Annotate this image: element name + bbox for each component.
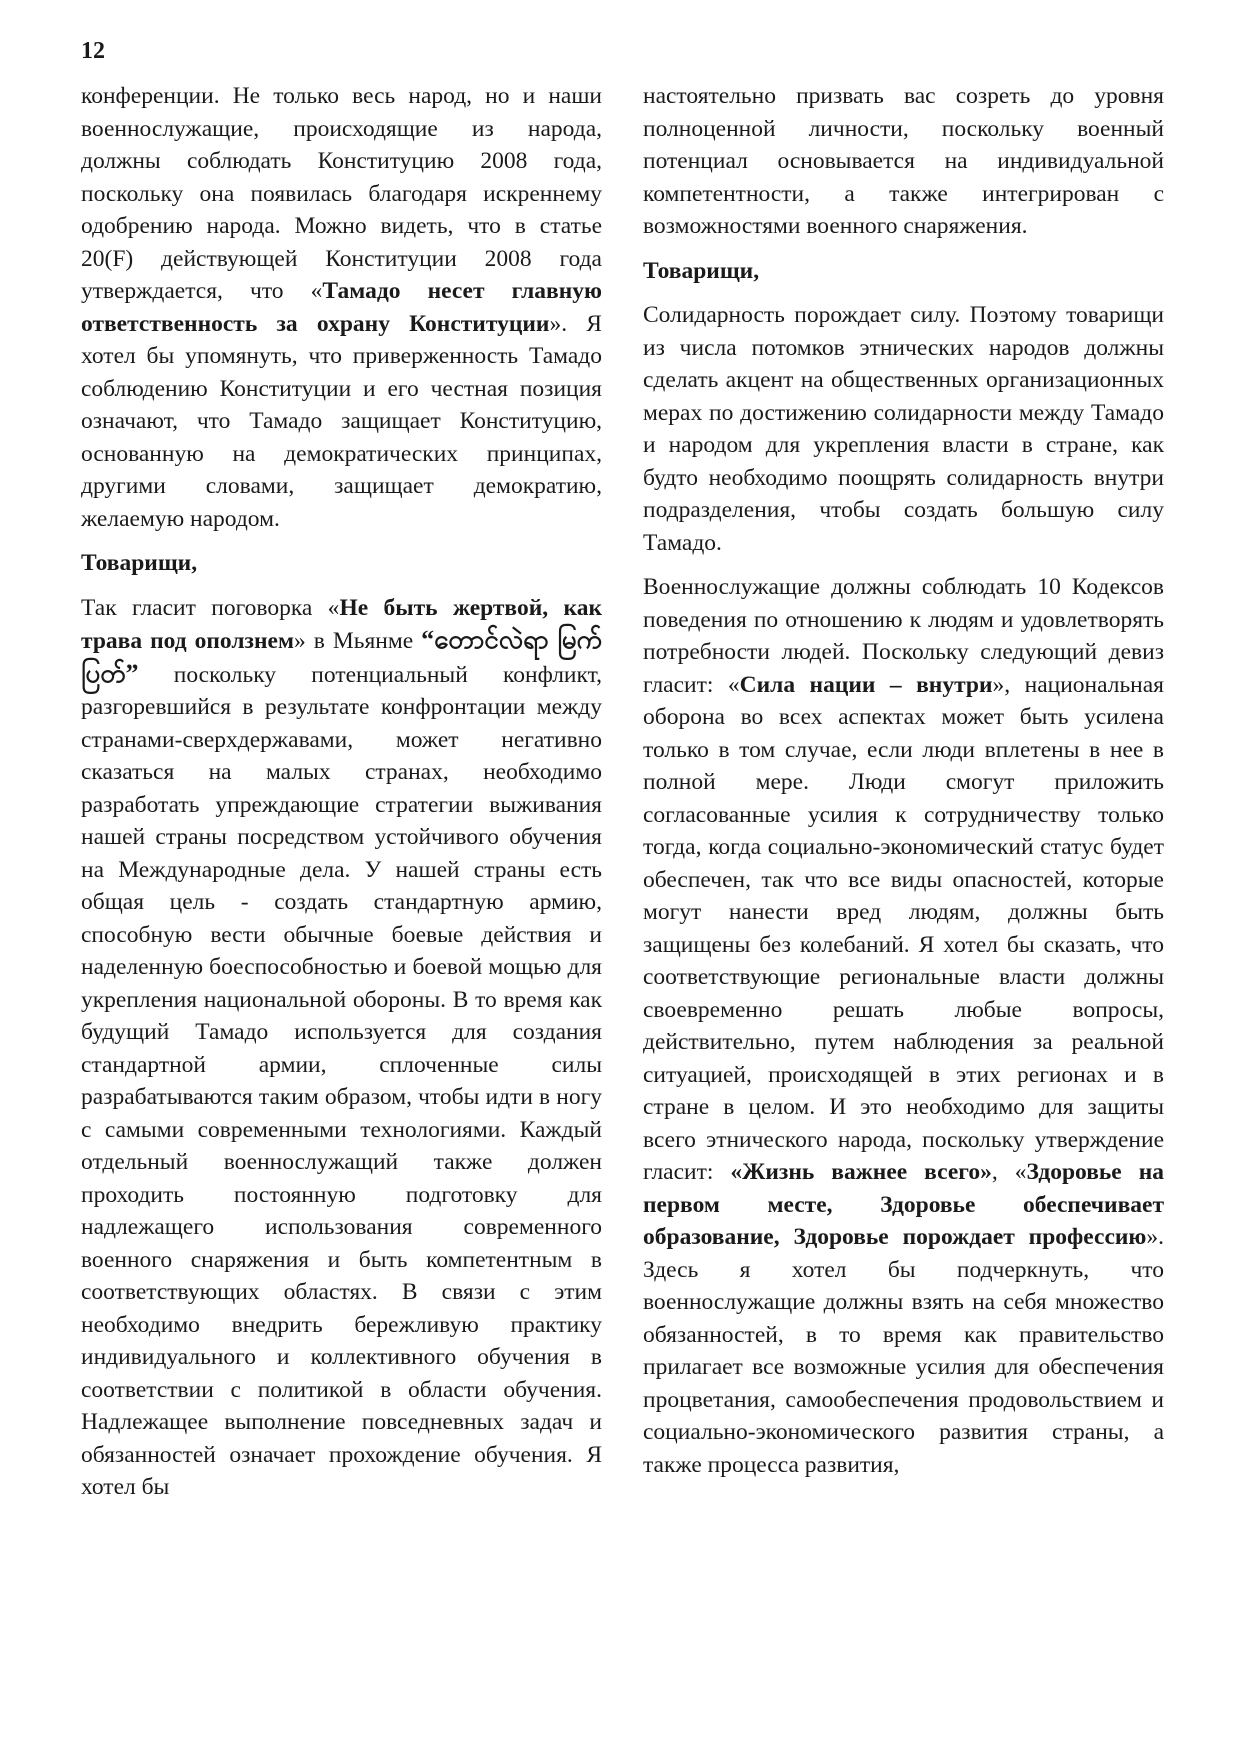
emphasis-text: Тамадо несет главную ответственность за охрану Конституции [81, 278, 602, 337]
emphasis-text: Сила нации – внутри [739, 671, 993, 698]
section-heading: Товарищи, [643, 257, 760, 284]
paragraph [643, 571, 1164, 1481]
paragraph: настоятельно призвать вас созреть до уровня полноценной личности, поскольку военный потенциал основывается на индивидуальной компетентности, а также интегрирован с возможностями военного снаряжения. [643, 83, 1164, 239]
right-column [643, 80, 1164, 1493]
section-heading: Товарищи, [81, 550, 198, 576]
paragraph [81, 80, 602, 535]
left-column [81, 80, 602, 1516]
paragraph: Солидарность порождает силу. Поэтому товарищи из числа потомков этнических народов должны сделать акцент на общественных организационных мерах по достижению солидарности между Тамадо и народом для укрепления власти в стране, как будто необходимо поощрять солидарность внутри подразделения, чтобы создать большую силу Тамадо. [643, 302, 1164, 556]
paragraph-text: Так гласит поговорка « [81, 594, 340, 621]
emphasis-text: «Жизнь важнее всего» [730, 1159, 992, 1185]
burmese-proverb: “တောင်လဲရာ မြက်ပြတ်” [81, 625, 602, 688]
paragraph-text: Военнослужащие должны соблюдать 10 Кодексов поведения по отношению к людям и удовлетворять потребности людей. Поскольку следующий девиз гласит: « [643, 574, 1164, 698]
paragraph-text: ». Здесь я хотел бы подчеркнуть, что военнослужащие должны взять на себя множество обязанностей, в то время как правительство прилагает все возможные усилия для обеспечения процветания, самообеспечения продовольствием и социально-экономического развития страны, а также процесса развития, [643, 1224, 1164, 1478]
emphasis-text: Не быть жертвой, как трава под оползнем [81, 594, 602, 654]
emphasis-text: Здоровье на первом месте, Здоровье обеспечивает образование, Здоровье порождает профессию [643, 1159, 1165, 1250]
paragraph-text: конференции. Не только весь народ, но и наши военнослужащие, происходящие из народа, должны соблюдать Конституцию 2008 года, поскольку она появилась благодаря искреннему одобрению народа. Можно видеть, что в статье 20(F) действующей Конституции 2008 года утверждается, что « [81, 83, 602, 304]
paragraph-text: », национальная оборона во всех аспектах может быть усилена только в том случае, если люди вплетены в нее в полной мере. Люди смогут приложить согласованные усилия к сотрудничеству только тогда, когда социально-экономический статус будет обеспечен, так что все виды опасностей, которые могут нанести вред людям, должны быть защищены без колебаний. Я хотел бы сказать, что соответствующие региональные власти должны своевременно решать любые вопросы, действительно, путем наблюдения за реальной ситуацией, происходящей в этих регионах и в стране в целом. И это необходимо для защиты всего этнического народа, поскольку утверждение гласит: [643, 671, 1164, 1185]
paragraph-text: ». Я хотел бы упомянуть, что приверженность Тамадо соблюдению Конституции и его честная позиция означают, что Тамадо защищает Конституцию, основанную на демократических принципах, другими словами, защищает демократию, желаемую народом. [81, 310, 602, 532]
page-number: 12 [81, 38, 105, 64]
paragraph-text: , « [991, 1159, 1027, 1185]
paragraph-text: » в Мьянме [293, 628, 422, 654]
paragraph-text: поскольку потенциальный конфликт, разгоревшийся в результате конфронтации между странами-сверхдержавами, может негативно сказаться на малых странах, необходимо разработать упреждающие стратегии выживания нашей страны посредством устойчивого обучения на Международные дела. У нашей страны есть общая цель - создать стандартную армию, способную вести обычные боевые действия и наделенную боеспособностью и боевой мощью для укрепления национальной обороны. В то время как будущий Тамадо используется для создания стандартной армии, сплоченные силы разрабатываются таким образом, чтобы идти в ногу с самыми современными технологиями. Каждый отдельный военнослужащий также должен проходить постоянную подготовку для надлежащего использования современного военного снаряжения и быть компетентным в соответствующих областях. В связи с этим необходимо внедрить бережливую практику индивидуального и коллективного обучения в соответствии с политикой в области обучения. Надлежащее выполнение повседневных задач и обязанностей означает прохождение обучения. Я хотел бы [81, 661, 602, 1500]
paragraph [81, 592, 602, 1504]
